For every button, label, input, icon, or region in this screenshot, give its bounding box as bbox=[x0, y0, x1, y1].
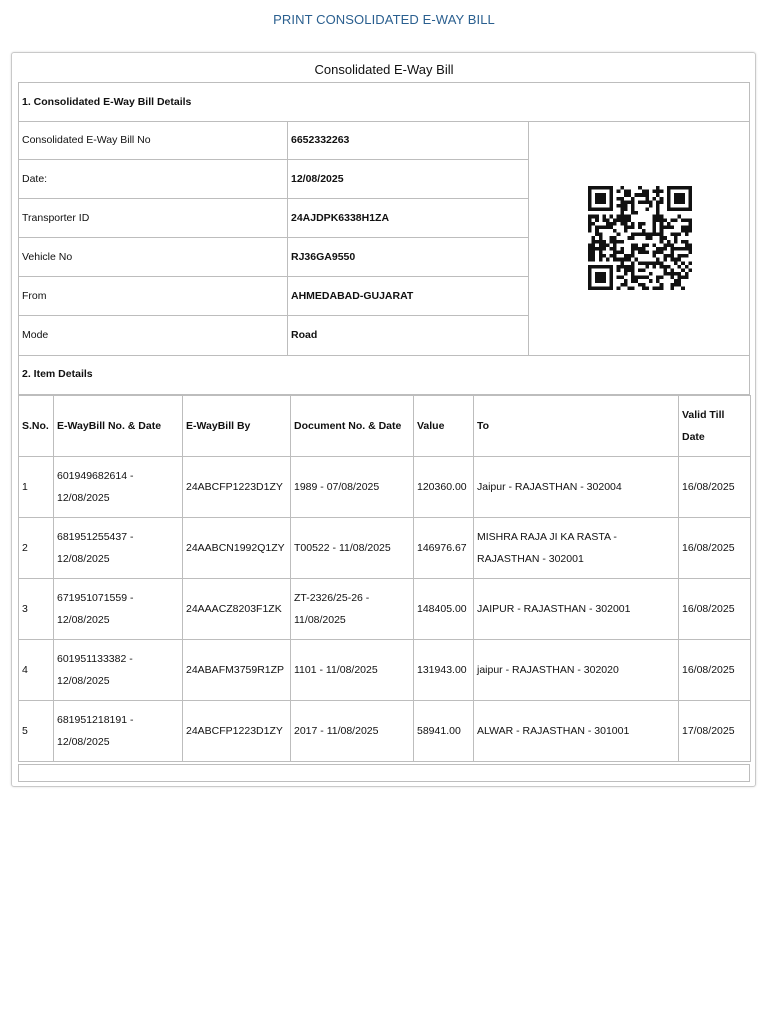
detail-row bbox=[19, 238, 529, 277]
section2-title: 2. Item Details bbox=[22, 368, 93, 380]
table-cell: 24ABCFP1223D1ZY bbox=[183, 457, 291, 518]
qr-code-icon bbox=[588, 185, 692, 291]
table-row bbox=[19, 457, 751, 518]
table-cell: MISHRA RAJA JI KA RASTA - RAJASTHAN - 302001 bbox=[474, 518, 679, 579]
card-header: Consolidated E-Way Bill bbox=[314, 62, 454, 77]
table-row bbox=[19, 579, 751, 640]
table-cell: 120360.00 bbox=[414, 457, 474, 518]
table-cell: 148405.00 bbox=[414, 579, 474, 640]
column-header: Valid Till Date bbox=[679, 396, 751, 457]
table-cell: 16/08/2025 bbox=[679, 640, 751, 701]
items-table bbox=[18, 395, 751, 762]
column-header: Value bbox=[414, 396, 474, 457]
table-cell: ZT-2326/25-26 - 11/08/2025 bbox=[291, 579, 414, 640]
items-header-row bbox=[19, 396, 751, 457]
detail-value: 12/08/2025 bbox=[291, 173, 344, 185]
detail-row bbox=[19, 199, 529, 238]
section1-header bbox=[18, 82, 750, 122]
table-row bbox=[19, 701, 751, 762]
detail-row bbox=[19, 160, 529, 199]
table-cell: 17/08/2025 bbox=[679, 701, 751, 762]
detail-label: From bbox=[22, 290, 47, 302]
detail-value: RJ36GA9550 bbox=[291, 251, 356, 263]
section1-title: 1. Consolidated E-Way Bill Details bbox=[22, 96, 192, 108]
table-cell: 16/08/2025 bbox=[679, 457, 751, 518]
table-cell: 24ABCFP1223D1ZY bbox=[183, 701, 291, 762]
detail-value: 24AJDPK6338H1ZA bbox=[291, 212, 390, 224]
table-cell: 146976.67 bbox=[414, 518, 474, 579]
table-cell: 1101 - 11/08/2025 bbox=[291, 640, 414, 701]
table-cell: 5 bbox=[19, 701, 54, 762]
table-cell: 601949682614 - 12/08/2025 bbox=[54, 457, 183, 518]
table-cell: 2 bbox=[19, 518, 54, 579]
page-title: PRINT CONSOLIDATED E-WAY BILL bbox=[273, 12, 495, 27]
table-cell: T00522 - 11/08/2025 bbox=[291, 518, 414, 579]
table-cell: 24ABAFM3759R1ZP bbox=[183, 640, 291, 701]
table-cell: jaipur - RAJASTHAN - 302020 bbox=[474, 640, 679, 701]
table-cell: JAIPUR - RAJASTHAN - 302001 bbox=[474, 579, 679, 640]
items-footer bbox=[18, 764, 750, 782]
table-cell: 1 bbox=[19, 457, 54, 518]
table-row bbox=[19, 640, 751, 701]
details-table bbox=[19, 121, 529, 355]
detail-label: Mode bbox=[22, 329, 49, 341]
column-header: To bbox=[474, 396, 679, 457]
table-cell: 16/08/2025 bbox=[679, 579, 751, 640]
detail-value: AHMEDABAD-GUJARAT bbox=[291, 290, 414, 302]
table-cell: 3 bbox=[19, 579, 54, 640]
table-cell: 131943.00 bbox=[414, 640, 474, 701]
detail-row bbox=[19, 277, 529, 316]
table-cell: 24AABCN1992Q1ZY bbox=[183, 518, 291, 579]
column-header: S.No. bbox=[19, 396, 54, 457]
table-cell: ALWAR - RAJASTHAN - 301001 bbox=[474, 701, 679, 762]
column-header: Document No. & Date bbox=[291, 396, 414, 457]
table-cell: 681951218191 - 12/08/2025 bbox=[54, 701, 183, 762]
table-cell: 1989 - 07/08/2025 bbox=[291, 457, 414, 518]
table-cell: 681951255437 - 12/08/2025 bbox=[54, 518, 183, 579]
table-cell: 24AAACZ8203F1ZK bbox=[183, 579, 291, 640]
column-header: E-WayBill No. & Date bbox=[54, 396, 183, 457]
detail-label: Date: bbox=[22, 173, 48, 185]
table-cell: 601951133382 - 12/08/2025 bbox=[54, 640, 183, 701]
section2-header bbox=[18, 355, 750, 395]
table-cell: Jaipur - RAJASTHAN - 302004 bbox=[474, 457, 679, 518]
table-cell: 16/08/2025 bbox=[679, 518, 751, 579]
table-cell: 58941.00 bbox=[414, 701, 474, 762]
detail-row bbox=[19, 316, 529, 355]
column-header: E-WayBill By bbox=[183, 396, 291, 457]
detail-value: 6652332263 bbox=[291, 134, 350, 146]
table-cell: 2017 - 11/08/2025 bbox=[291, 701, 414, 762]
table-row bbox=[19, 518, 751, 579]
detail-value: Road bbox=[291, 329, 318, 341]
details-block bbox=[18, 121, 750, 356]
detail-label: Consolidated E-Way Bill No bbox=[22, 134, 151, 146]
detail-label: Transporter ID bbox=[22, 212, 90, 224]
table-cell: 671951071559 - 12/08/2025 bbox=[54, 579, 183, 640]
qr-area bbox=[529, 121, 749, 355]
detail-label: Vehicle No bbox=[22, 251, 73, 263]
table-cell: 4 bbox=[19, 640, 54, 701]
detail-row bbox=[19, 121, 529, 160]
